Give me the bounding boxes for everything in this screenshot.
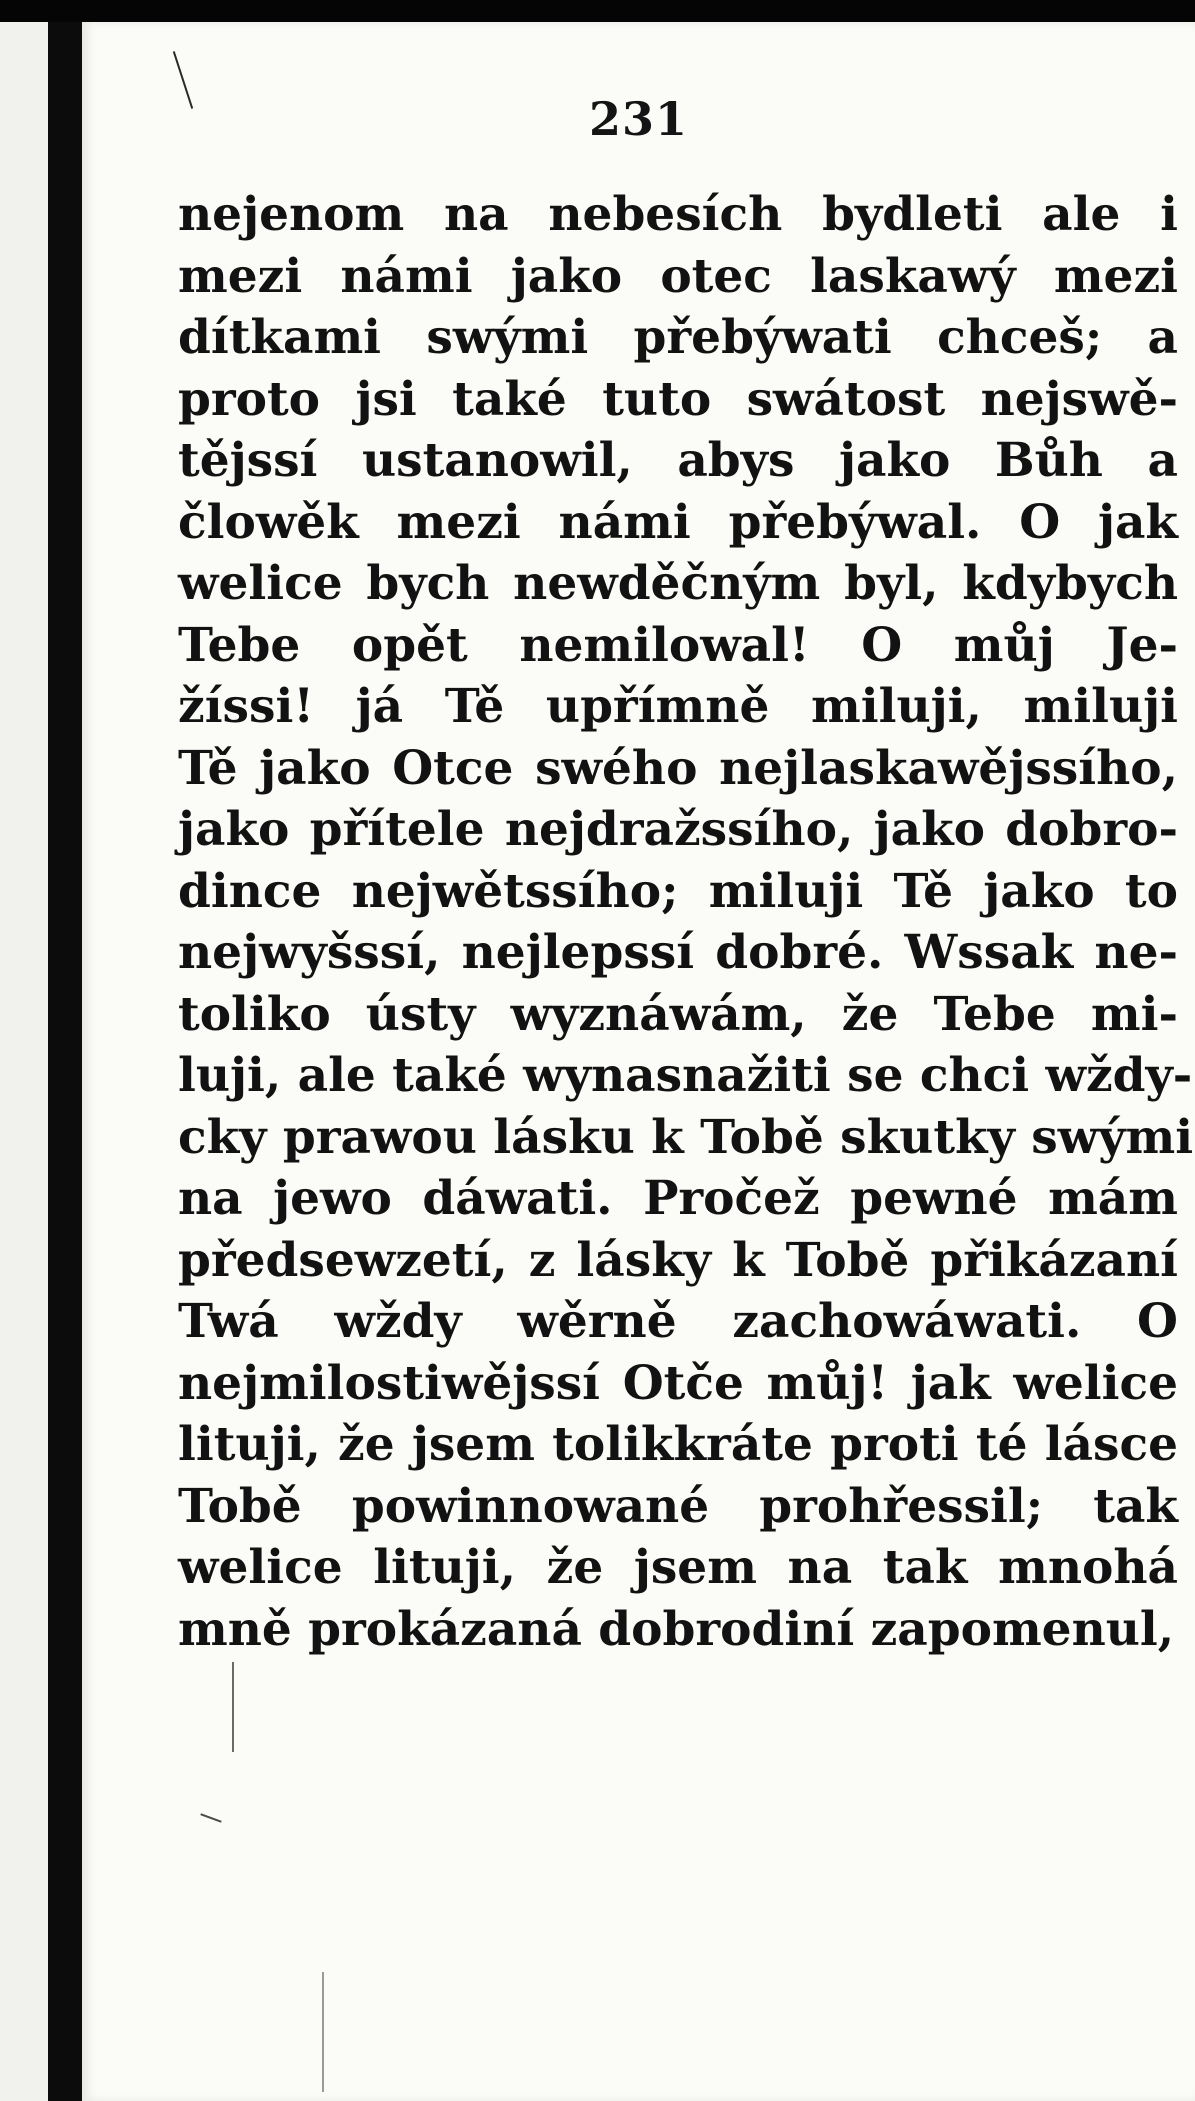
text-line: welice bych newděčným byl, kdybych (178, 556, 1178, 611)
text-line: nejmilostiwějssí Otče můj! jak welice (178, 1355, 1178, 1411)
text-line: welice lituji, že jsem na tak mnohá (178, 1540, 1178, 1595)
text-line: mně prokázaná dobrodiní zapomenul, (178, 1601, 1175, 1657)
text-line: člowěk mezi námi přebýwal. O jak (178, 494, 1178, 550)
text-line: lituji, že jsem tolikkráte proti té lásce (178, 1417, 1178, 1472)
text-line: dítkami swými přebýwati chceš; a (178, 310, 1178, 365)
page-number: 231 (588, 92, 689, 146)
text-line: žíssi! já Tě upřímně miluji, miluji (178, 679, 1178, 734)
text-line: Tobě powinnowané prohřessil; tak (178, 1478, 1178, 1534)
text-line: luji, ale také wynasnažiti se chci wždy- (178, 1048, 1193, 1103)
book-page (82, 22, 1195, 2101)
text-line: na jewo dáwati. Pročež pewné mám (178, 1171, 1178, 1226)
scan-mark (322, 1972, 324, 2092)
text-line: jako přítele nejdražssího, jako dobro- (178, 802, 1178, 857)
text-line: nejenom na nebesích bydleti ale i (178, 187, 1178, 242)
text-line: mezi námi jako otec laskawý mezi (178, 248, 1178, 304)
text-line: předsewzetí, z lásky k Tobě přikázaní (178, 1232, 1178, 1288)
facing-page-edge (0, 0, 48, 2101)
text-line: Twá wždy wěrně zachowáwati. O (178, 1294, 1178, 1349)
text-line: cky prawou lásku k Tobě skutky swými (178, 1109, 1194, 1165)
scan-top-border (0, 0, 1195, 22)
scan-mark (232, 1662, 234, 1752)
text-line: Tě jako Otce swého nejlaskawějssího, (178, 740, 1178, 796)
text-line: nejwyšssí, nejlepssí dobré. Wssak ne- (178, 925, 1178, 980)
text-line: dince nejwětssího; miluji Tě jako to (178, 863, 1178, 919)
text-line: proto jsi také tuto swátost nejswě- (178, 371, 1178, 427)
text-line: Tebe opět nemilowal! O můj Je- (178, 617, 1178, 673)
scan-mark (200, 1813, 221, 1822)
book-gutter (48, 0, 82, 2101)
text-line: tějssí ustanowil, abys jako Bůh a (178, 433, 1178, 488)
page-text (178, 184, 1194, 1660)
text-line: toliko ústy wyznáwám, že Tebe mi- (178, 986, 1178, 1042)
